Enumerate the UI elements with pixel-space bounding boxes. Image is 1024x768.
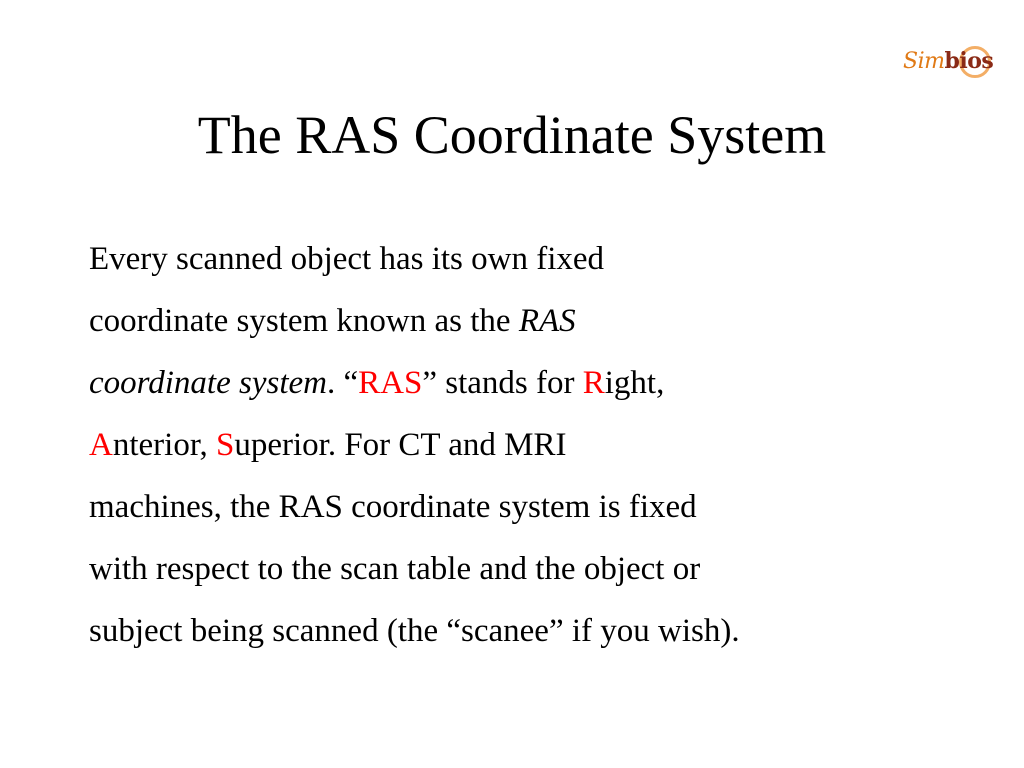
body-line-6	[89, 538, 969, 600]
body-line-7	[89, 600, 969, 662]
body-line-3-right: ight,	[604, 365, 665, 401]
body-line-3-punct: . “	[326, 365, 359, 401]
body-line-3-stands-for: ” stands for	[422, 365, 583, 401]
letter-s-highlight: S	[216, 427, 235, 463]
ras-highlight: RAS	[358, 365, 423, 401]
body-line-5	[89, 476, 969, 538]
ras-italic-term: RAS	[518, 303, 576, 339]
letter-a-highlight: A	[89, 427, 113, 463]
body-line-6-text: with respect to the scan table and the object or	[89, 551, 701, 587]
coordinate-system-italic-term: coordinate system	[89, 365, 327, 401]
body-line-4-anterior: nterior,	[112, 427, 216, 463]
logo-text-bios: bios	[944, 48, 994, 74]
body-line-5-text: machines, the RAS coordinate system is fixed	[89, 489, 697, 525]
body-line-3	[89, 352, 969, 414]
slide-title: The RAS Coordinate System	[197, 105, 827, 165]
body-line-4	[89, 414, 969, 476]
logo-text-sim: Sim	[903, 49, 945, 74]
slide-body	[89, 228, 969, 662]
simbios-logo	[903, 40, 993, 86]
body-line-1	[89, 228, 969, 290]
body-line-2	[89, 290, 969, 352]
letter-r-highlight: R	[582, 365, 605, 401]
body-line-4-superior: uperior. For CT and MRI	[234, 427, 567, 463]
body-line-2-text: coordinate system known as the	[89, 303, 519, 339]
logo-text	[903, 48, 993, 74]
body-line-7-text: subject being scanned (the “scanee” if you wish).	[89, 613, 740, 649]
body-line-1-text: Every scanned object has its own fixed	[89, 241, 605, 277]
